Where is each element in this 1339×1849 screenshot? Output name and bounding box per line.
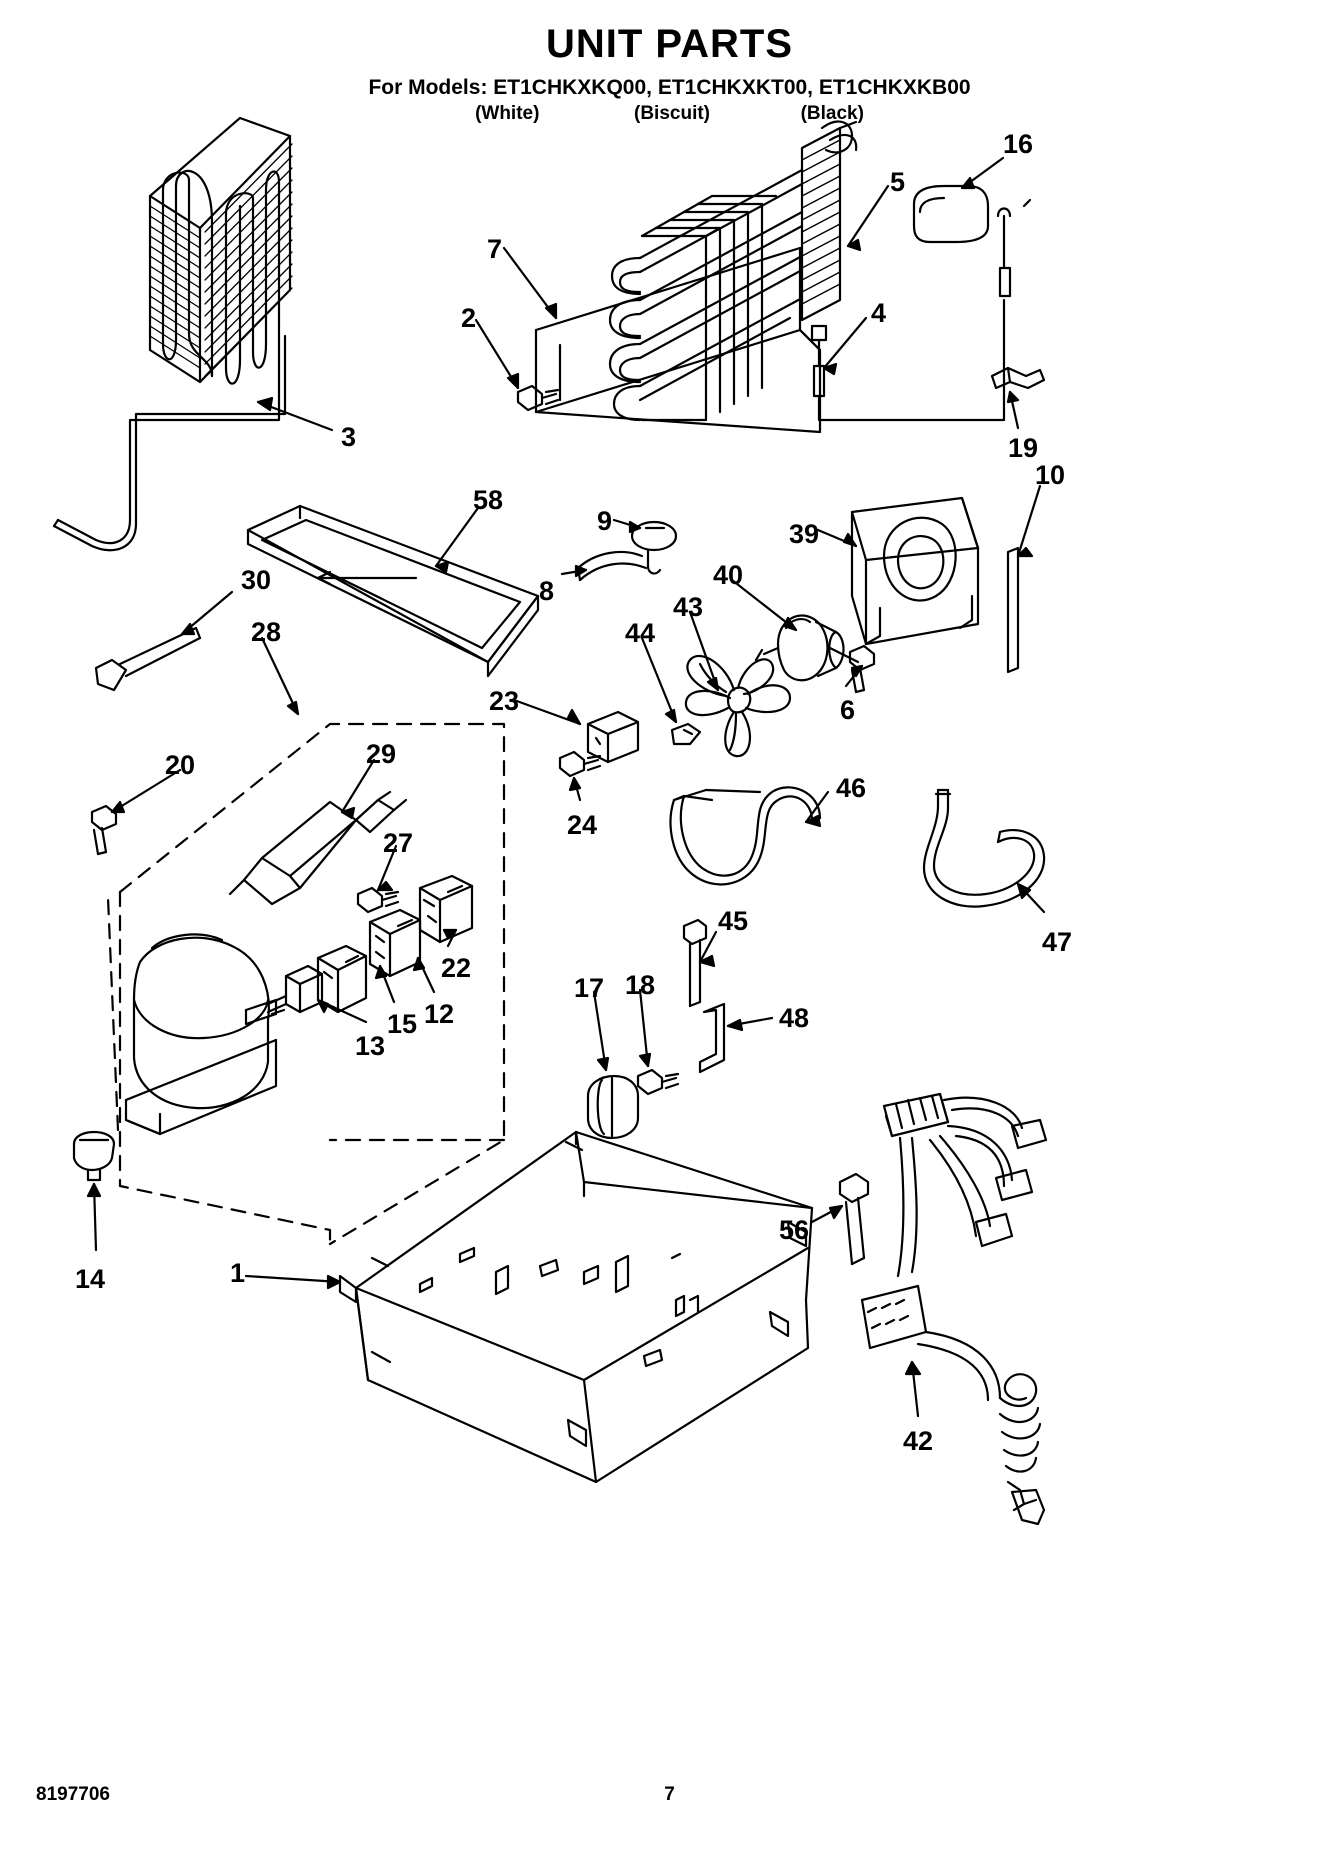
- leader-42: [912, 1362, 918, 1416]
- footer-page-number: 7: [664, 1784, 675, 1805]
- leader-12: [418, 958, 434, 992]
- callout-18: 18: [625, 970, 656, 1000]
- leader-14: [94, 1184, 96, 1250]
- part-strip-10: [1008, 548, 1018, 672]
- part-dashed-boundary-28: [120, 724, 504, 1244]
- callout-13: 13: [355, 1031, 386, 1061]
- page-title: UNIT PARTS: [545, 22, 794, 66]
- part-screw-27: [358, 888, 398, 912]
- part-bracket-23: [588, 712, 638, 762]
- leader-5: [848, 186, 888, 246]
- callout-42: 42: [903, 1426, 934, 1456]
- callout-28: 28: [251, 617, 282, 647]
- part-relay-15: [318, 946, 366, 1012]
- callout-15: 15: [387, 1009, 418, 1039]
- callout-20: 20: [165, 750, 196, 780]
- leader-8: [562, 570, 586, 574]
- part-fan-motor-40: [756, 616, 858, 681]
- callout-3: 3: [341, 422, 357, 452]
- leader-17: [594, 992, 606, 1070]
- part-fan-shroud-39: [852, 498, 978, 644]
- part-base-frame-1: [340, 1132, 812, 1482]
- part-wire-harness-42: [862, 1094, 1046, 1524]
- callout-10: 10: [1035, 460, 1066, 490]
- leader-15: [380, 966, 394, 1002]
- part-cover-16: [914, 186, 988, 242]
- callout-22: 22: [441, 953, 472, 983]
- callout-45: 45: [718, 906, 749, 936]
- leader-28: [262, 638, 298, 714]
- callout-58: 58: [473, 485, 504, 515]
- leader-7: [504, 248, 556, 318]
- callout-30: 30: [241, 565, 272, 595]
- leader-39: [818, 530, 856, 546]
- leader-1: [246, 1276, 340, 1282]
- part-terminal-13: [268, 966, 322, 1012]
- leader-19: [1010, 392, 1018, 428]
- callout-16: 16: [1003, 129, 1034, 159]
- leader-13: [318, 1000, 366, 1022]
- models-line: For Models: ET1CHKXKQ00, ET1CHKXKT00, ET1CHKXKB00: [368, 76, 971, 99]
- part-tube-46: [671, 787, 820, 884]
- leader-23: [514, 700, 580, 724]
- callout-4: 4: [871, 298, 887, 328]
- callout-14: 14: [75, 1264, 106, 1294]
- callout-39: 39: [789, 519, 820, 549]
- leader-16: [962, 158, 1003, 188]
- callout-43: 43: [673, 592, 704, 622]
- part-drain-hose-8: [578, 552, 646, 580]
- callout-1: 1: [230, 1258, 246, 1288]
- callout-23: 23: [489, 686, 520, 716]
- part-screw-24: [560, 752, 600, 776]
- part-screw-56: [840, 1174, 868, 1264]
- finish-line: [0, 103, 1339, 125]
- callout-12: 12: [424, 999, 455, 1029]
- part-grommet-17: [588, 1076, 638, 1138]
- leader-43: [690, 612, 718, 690]
- finish-black: (Black): [800, 103, 864, 124]
- part-screw-6: [850, 646, 874, 692]
- leader-22: [448, 930, 456, 946]
- part-grommet-9: [632, 522, 676, 573]
- part-compressor: [126, 934, 284, 1134]
- callout-47: 47: [1042, 927, 1073, 957]
- callout-29: 29: [366, 739, 397, 769]
- callout-56: 56: [779, 1215, 810, 1245]
- callout-17: 17: [574, 973, 605, 1003]
- callout-2: 2: [461, 303, 477, 333]
- part-probe-29: [230, 792, 406, 904]
- footer-part-number: 8197706: [36, 1784, 110, 1805]
- leader-45: [700, 932, 716, 962]
- part-tie-strap-30: [96, 628, 200, 690]
- part-screw-18: [638, 1070, 678, 1094]
- callout-27: 27: [383, 828, 414, 858]
- part-relay-cover-12: [370, 910, 420, 976]
- leader-10: [1018, 486, 1040, 556]
- leader-4: [824, 318, 866, 368]
- callout-19: 19: [1008, 433, 1039, 463]
- part-capillary-4: [812, 200, 1030, 420]
- callout-9: 9: [597, 506, 613, 536]
- callout-7: 7: [487, 234, 503, 264]
- part-clamp-19: [992, 368, 1044, 388]
- callout-24: 24: [567, 810, 598, 840]
- callout-8: 8: [539, 576, 555, 606]
- leader-56: [812, 1206, 842, 1222]
- leader-18: [640, 990, 648, 1066]
- callout-5: 5: [890, 167, 906, 197]
- leader-6: [846, 666, 862, 686]
- part-screw-2: [518, 386, 558, 410]
- callout-46: 46: [836, 773, 867, 803]
- part-grommet-14: [74, 1132, 114, 1180]
- leader-47: [1018, 884, 1044, 912]
- part-rod-48: [700, 1004, 724, 1072]
- leader-3: [258, 402, 332, 430]
- part-screw-20: [92, 806, 116, 854]
- part-drain-pan-58: [248, 506, 538, 676]
- part-evaporator: [536, 122, 856, 432]
- leader-48: [728, 1018, 772, 1026]
- finish-biscuit: (Biscuit): [634, 103, 710, 124]
- callout-6: 6: [840, 695, 856, 725]
- part-tube-47: [924, 790, 1044, 907]
- part-relay-22: [420, 876, 472, 942]
- leader-24: [574, 778, 580, 800]
- finish-white: (White): [475, 103, 540, 124]
- leader-30: [182, 592, 232, 634]
- part-fan-blade-43: [686, 656, 790, 756]
- part-stud-45: [684, 920, 706, 1006]
- callout-44: 44: [625, 618, 656, 648]
- callout-48: 48: [779, 1003, 810, 1033]
- part-clip-44: [672, 724, 700, 744]
- leader-44: [642, 638, 676, 722]
- callout-40: 40: [713, 560, 744, 590]
- leader-58: [436, 508, 478, 566]
- leader-2: [476, 320, 518, 388]
- leader-46: [806, 792, 828, 822]
- part-condenser-coil: [54, 118, 292, 550]
- leader-9: [614, 520, 640, 528]
